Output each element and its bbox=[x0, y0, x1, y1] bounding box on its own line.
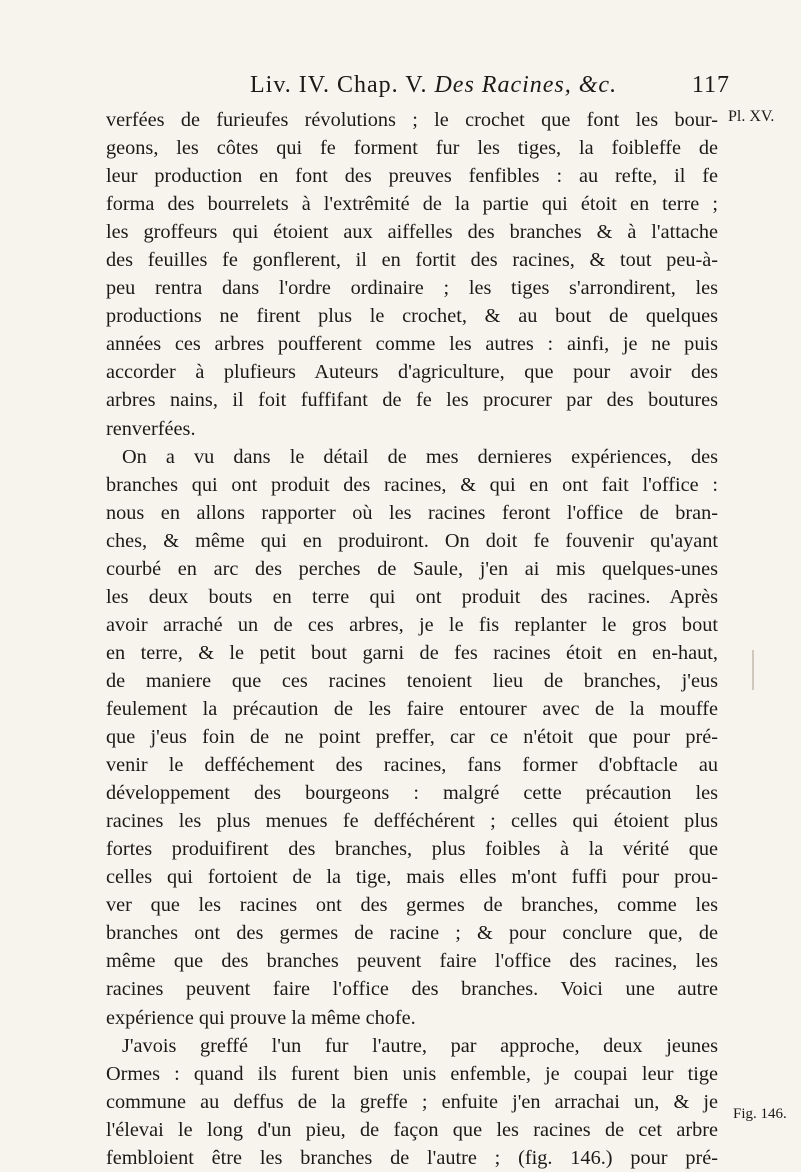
text-line: ches, & même qui en produiront. On doit fe fouvenir qu'ayant bbox=[106, 529, 718, 552]
running-head-prefix: Liv. IV. Chap. V. bbox=[250, 72, 428, 98]
text-line: renverfées. bbox=[106, 417, 196, 440]
text-line: racines les plus menues fe defféchérent ; celles qui étoient plus bbox=[106, 810, 718, 833]
text-line: forma des bourrelets à l'extrêmité de la partie qui étoit en terre ; bbox=[106, 193, 718, 216]
text-line: les deux bouts en terre qui ont produit des racines. Après bbox=[106, 585, 718, 608]
text-line: que j'eus foin de ne point preffer, car ce n'étoit que pour pré- bbox=[106, 726, 718, 749]
text-line: années ces arbres poufferent comme les autres : ainfi, je ne puis bbox=[106, 333, 718, 356]
page-smudge bbox=[752, 650, 754, 690]
text-line: expérience qui prouve la même chofe. bbox=[106, 1006, 416, 1029]
text-line: fembloient être les branches de l'autre ; (fig. 146.) pour pré- bbox=[106, 1146, 718, 1169]
text-line: même que des branches peuvent faire l'office des racines, les bbox=[106, 950, 718, 973]
text-line: branches ont des germes de racine ; & pour conclure que, de bbox=[106, 922, 718, 945]
running-head-title: Des Racines, &c. bbox=[434, 72, 618, 98]
text-line: courbé en arc des perches de Saule, j'en ai mis quelques-unes bbox=[106, 557, 718, 580]
text-line: avoir arraché un de ces arbres, je le fis replanter le gros bout bbox=[106, 613, 718, 636]
text-line: peu rentra dans l'ordre ordinaire ; les tiges s'arrondirent, les bbox=[106, 277, 718, 300]
page-number: 117 bbox=[691, 72, 730, 98]
text-line: l'élevai le long d'un pieu, de façon que les racines de cet arbre bbox=[106, 1118, 718, 1141]
text-line: des feuilles fe gonflerent, il en fortit des racines, & tout peu-à- bbox=[106, 249, 718, 272]
text-line: celles qui fortoient de la tige, mais elles m'ont fuffi pour prou- bbox=[106, 866, 718, 889]
text-line: accorder à plufieurs Auteurs d'agriculture, que pour avoir des bbox=[106, 361, 718, 384]
text-line: On a vu dans le détail de mes dernieres expériences, des bbox=[122, 445, 718, 468]
text-line: venir le defféchement des racines, fans former d'obftacle au bbox=[106, 754, 718, 777]
margin-note-plate: Pl. XV. bbox=[728, 108, 775, 125]
text-line: fortes produifirent des branches, plus foibles à la vérité que bbox=[106, 838, 718, 861]
text-line: nous en allons rapporter où les racines feront l'office de bran- bbox=[106, 501, 718, 524]
margin-note-figure: Fig. 146. bbox=[733, 1106, 787, 1122]
text-line: arbres nains, il foit fuffifant de fe les procurer par des boutures bbox=[106, 389, 718, 412]
running-head bbox=[250, 72, 730, 106]
text-line: de maniere que ces racines tenoient lieu de branches, j'eus bbox=[106, 669, 718, 692]
text-line: J'avois greffé l'un fur l'autre, par approche, deux jeunes bbox=[122, 1034, 718, 1057]
text-line: développement des bourgeons : malgré cette précaution les bbox=[106, 782, 718, 805]
text-line: les groffeurs qui étoient aux aiffelles des branches & à l'attache bbox=[106, 221, 718, 244]
body-text bbox=[106, 106, 718, 1172]
text-line: productions ne firent plus le crochet, & au bout de quelques bbox=[106, 305, 718, 328]
text-line: racines peuvent faire l'office des branches. Voici une autre bbox=[106, 978, 718, 1001]
text-line: Ormes : quand ils furent bien unis enfemble, je coupai leur tige bbox=[106, 1062, 718, 1085]
text-line: geons, les côtes qui fe forment fur les tiges, la foibleffe de bbox=[106, 137, 718, 160]
text-line: feulement la précaution de les faire entourer avec de la mouffe bbox=[106, 697, 718, 720]
text-line: leur production en font des preuves fenfibles : au refte, il fe bbox=[106, 165, 718, 188]
text-line: branches qui ont produit des racines, & qui en ont fait l'office : bbox=[106, 473, 718, 496]
text-line: verfées de furieufes révolutions ; le crochet que font les bour- bbox=[106, 109, 718, 131]
text-line: commune au deffus de la greffe ; enfuite j'en arrachai un, & je bbox=[106, 1090, 718, 1113]
text-line: ver que les racines ont des germes de branches, comme les bbox=[106, 894, 718, 917]
text-line: en terre, & le petit bout garni de fes racines étoit en en-haut, bbox=[106, 641, 718, 664]
